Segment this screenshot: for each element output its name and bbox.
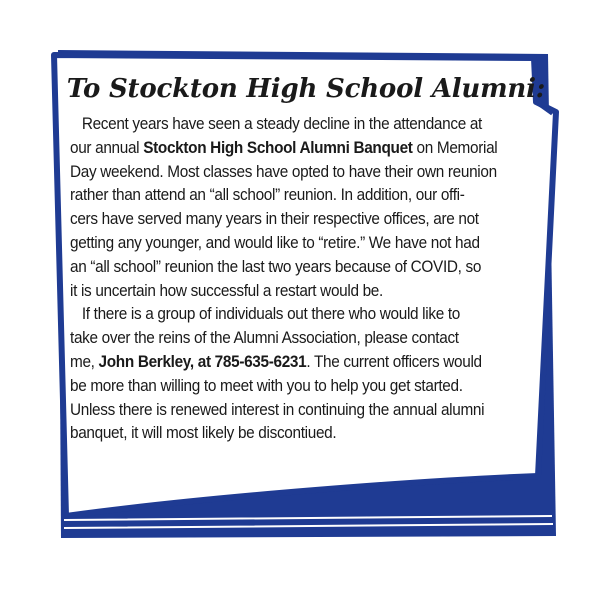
- line-text: banquet, it will most likely be discontiued.: [70, 424, 337, 443]
- line-text: Recent years have seen a steady decline in the attendance at: [70, 115, 483, 133]
- notice-line: [70, 377, 463, 396]
- line-text: Day weekend. Most classes have opted to have their own reunion: [70, 162, 497, 181]
- line-text: me,: [70, 353, 99, 371]
- line-text: be more than willing to meet with you to help you get started.: [70, 376, 463, 395]
- notice-line: [70, 424, 336, 443]
- line-text: it is uncertain how successful a restart would be.: [70, 281, 383, 300]
- line-text: If there is a group of individuals out there who would like to: [70, 305, 460, 324]
- line-text: Unless there is renewed interest in continuing the annual alumni: [70, 400, 485, 419]
- notice-line: [70, 353, 482, 372]
- line-text: getting any younger, and would like to “retire.” We have not had: [70, 234, 480, 252]
- notice-line: [70, 210, 479, 229]
- notice-line: [70, 258, 481, 277]
- notice-line: [70, 305, 460, 324]
- line-text: rather than attend an “all school” reunion. In addition, our offi-: [70, 186, 465, 205]
- line-text: on Memorial: [412, 138, 498, 157]
- line-emphasis: Stockton High School Alumni Banquet: [143, 138, 413, 157]
- notice-line: [70, 329, 459, 348]
- notice-line: [70, 401, 484, 420]
- notice-title: To Stockton High School Alumni:: [66, 74, 546, 104]
- line-text: our annual: [70, 138, 144, 157]
- notice-line: [70, 163, 497, 182]
- notice-line: [70, 186, 465, 205]
- notice-line: [70, 115, 482, 134]
- line-text: cers have served many years in their respective offices, are not: [70, 210, 479, 229]
- line-emphasis: John Berkley, at 785-635-6231: [98, 353, 307, 371]
- notice-line: [70, 282, 383, 301]
- line-text: an “all school” reunion the last two years because of COVID, so: [70, 257, 482, 276]
- line-text: take over the reins of the Alumni Association, please contact: [70, 329, 459, 348]
- notice-line: [70, 139, 497, 158]
- line-text: . The current officers would: [306, 353, 482, 371]
- notice-line: [70, 234, 480, 253]
